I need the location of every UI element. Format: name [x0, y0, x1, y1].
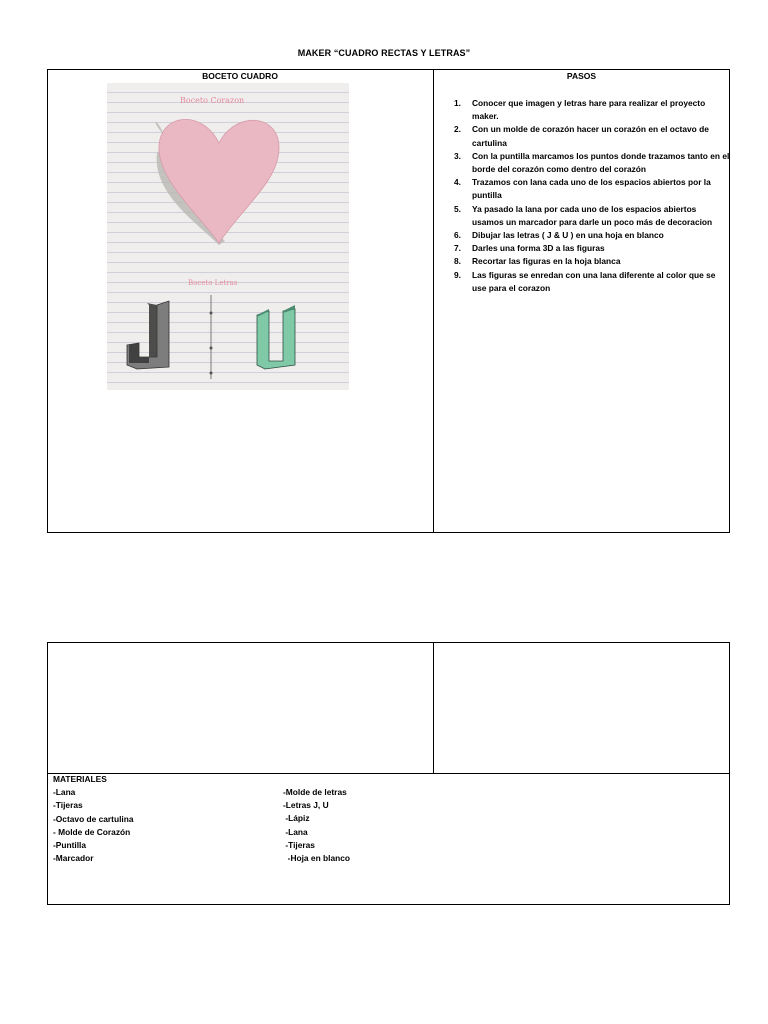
- material-item: -Tijeras: [53, 800, 83, 811]
- sketch-photo: [107, 83, 349, 390]
- top-table-column-divider: [433, 69, 434, 533]
- material-item: -Tijeras: [283, 839, 315, 850]
- step-item: 5. Ya pasado la lana por cada uno de los espacios abiertos usamos un marcador para darle un poco más de decoracion: [454, 203, 713, 227]
- material-item: -Marcador: [53, 853, 94, 864]
- materials-right-column: [283, 786, 350, 865]
- step-item: 6. Dibujar las letras ( J & U ) en una hoja en blanco: [454, 230, 664, 241]
- material-item: -Puntilla: [53, 840, 87, 851]
- heart-drawing: [159, 119, 279, 243]
- bottom-table-column-divider: [433, 642, 434, 773]
- bottom-table-row-divider: [47, 773, 730, 774]
- steps-column-header: PASOS: [566, 71, 597, 81]
- letter-u-drawing: [257, 305, 295, 369]
- material-item: -Molde de letras: [283, 787, 347, 797]
- step-item: 7. Darles una forma 3D a las figuras: [454, 243, 605, 254]
- material-item: - Molde de Corazón: [53, 826, 131, 837]
- step-item: 2. Con un molde de corazón hacer un corazón en el octavo de cartulina: [454, 124, 709, 148]
- letters-label: Boceto Letras: [188, 279, 238, 287]
- document-title: MAKER “CUADRO RECTAS Y LETRAS”: [297, 48, 471, 58]
- material-item: -Letras J, U: [283, 800, 329, 811]
- material-item: -Lápiz: [283, 813, 310, 824]
- material-item: -Hoja en blanco: [283, 853, 351, 864]
- material-item: -Lana: [53, 787, 76, 798]
- heart-label: Boceto Corazon: [180, 96, 245, 105]
- material-item: -Octavo de cartulina: [53, 813, 134, 824]
- step-item: 3. Con la puntilla marcamos los puntos donde trazamos tanto en el borde del corazón como dentro del corazón: [454, 150, 730, 175]
- sketch-column-header: BOCETO CUADRO: [202, 71, 278, 81]
- material-item: -Lana: [283, 826, 308, 837]
- steps-list: [448, 97, 730, 295]
- step-item: 4. Trazamos con lana cada uno de los espacios abiertos por la puntilla: [454, 177, 711, 201]
- step-item: 8. Recortar las figuras en la hoja blanca: [454, 256, 621, 267]
- step-item: 9. Las figuras se enredan con una lana diferente al color que se use para el corazon: [454, 269, 716, 293]
- materials-left-column: [53, 773, 134, 865]
- materials-header: MATERIALES: [53, 774, 107, 784]
- sketch-drawing: [107, 83, 349, 390]
- letter-j-drawing: [127, 301, 169, 369]
- step-item: 1. Conocer que imagen y letras hare para realizar el proyecto maker.: [454, 98, 706, 122]
